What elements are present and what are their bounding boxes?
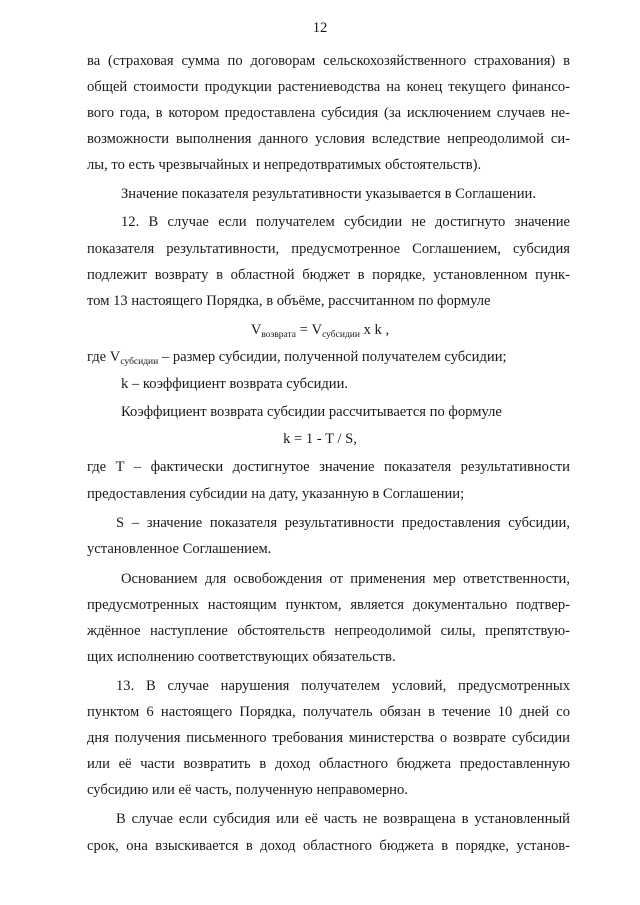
- paragraph-line: Значение показателя результативности указывается в Соглашении.: [121, 186, 536, 202]
- paragraph-line: дня получения письменного требования министерства о возврате субсидии: [87, 730, 570, 746]
- return-formula: [0, 321, 640, 339]
- paragraph-line: 12. В случае если получателем субсидии не достигнуто значение: [121, 214, 570, 230]
- definition-v-prefix: где V: [87, 349, 121, 365]
- paragraph-line: срок, она взыскивается в доход областного бюджета в порядке, установ-: [87, 838, 570, 854]
- paragraph-line: ва (страховая сумма по договорам сельскохозяйственного страхования) в: [87, 53, 570, 69]
- definition-v-text: – размер субсидии, полученной получателем субсидии;: [158, 349, 507, 365]
- formula-sub-return: возврата: [261, 330, 297, 340]
- page-number: 12: [312, 20, 328, 36]
- paragraph-line: вого года, в котором предоставлена субсидия (за исключением случаев не-: [87, 105, 570, 121]
- paragraph-line: щих исполнению соответствующих обязательств.: [87, 649, 396, 665]
- formula-tail: x k ,: [359, 322, 390, 338]
- paragraph-line: том 13 настоящего Порядка, в объёме, рассчитанном по формуле: [87, 293, 491, 309]
- paragraph-line: субсидию или её часть, полученную неправомерно.: [87, 782, 408, 798]
- paragraph-line: Коэффициент возврата субсидии рассчитывается по формуле: [121, 404, 502, 420]
- paragraph-line: пунктом 6 настоящего Порядка, получатель обязан в течение 10 дней со: [87, 704, 570, 720]
- paragraph-line: лы, то есть чрезвычайных и непредотвратимых обстоятельств).: [87, 157, 482, 173]
- paragraph-line: где T – фактически достигнутое значение показателя результативности: [87, 459, 570, 475]
- definition-v: [87, 348, 570, 366]
- paragraph-line: возможности выполнения данного условия вследствие непреодолимой си-: [87, 131, 570, 147]
- paragraph-line: общей стоимости продукции растениеводства на конец текущего финансо-: [87, 79, 570, 95]
- paragraph-line: 13. В случае нарушения получателем условий, предусмотренных: [116, 678, 570, 694]
- formula-v: V: [250, 322, 262, 338]
- paragraph-line: подлежит возврату в областной бюджет в порядке, установленном пунк-: [87, 267, 570, 283]
- paragraph-line: k – коэффициент возврата субсидии.: [121, 376, 349, 392]
- paragraph-line: ждённое наступление обстоятельств непреодолимой силы, препятствую-: [87, 623, 570, 639]
- coefficient-formula: k = 1 - T / S,: [283, 431, 357, 447]
- paragraph-line: предусмотренных настоящим пунктом, является документально подтвер-: [87, 597, 570, 613]
- paragraph-line: установленное Соглашением.: [87, 541, 272, 557]
- formula-sub-subsidy: субсидии: [322, 330, 360, 340]
- paragraph-line: показателя результативности, предусмотренное Соглашением, субсидия: [87, 241, 570, 257]
- paragraph-line: или её части возвратить в доход областного бюджета предоставленную: [87, 756, 570, 772]
- paragraph-line: Основанием для освобождения от применения мер ответственности,: [121, 571, 570, 587]
- paragraph-line: предоставления субсидии на дату, указанную в Соглашении;: [87, 486, 465, 502]
- paragraph-line: S – значение показателя результативности предоставления субсидии,: [116, 515, 570, 531]
- definition-v-sub: субсидии: [120, 357, 159, 367]
- paragraph-line: В случае если субсидия или её часть не возвращена в установленный: [116, 811, 570, 827]
- formula-equals: = V: [296, 322, 323, 338]
